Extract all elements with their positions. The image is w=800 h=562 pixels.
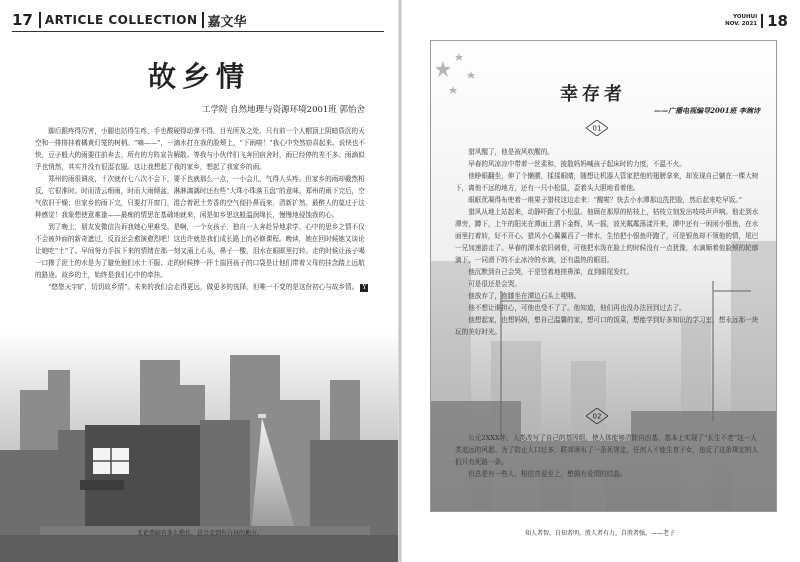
paragraph: 他睁眼翻坐，伸了个懒腰，揉揉眼睛，随想让机器人管家把他的翅膀拿来，却发现自己躺在一棵大树下，离他不远的地方，还有一只小松鼠，歪着头大胆地看着他。 <box>455 172 759 192</box>
article-title: 幸存者 <box>560 84 626 105</box>
paragraph: 到了晚上，朋友发微信告诉我她心里难受。是啊，一个女孩子，独自一人奔赴异地求学，心中的思乡之情不仅不会被外面的新奇遮过，反而还会愈演愈烈吧！这也许就是我们成长路上的必修课程。晚读，她在回时候她又谈论让她吃“土”了。早间努力手拔下来的情绪在那一刻又涌上心头，鼻子一酸，泪水在眼眶里打转。走的时候让孩子喝一口掺了泥土的水是为了避免他们水土不服；走的时候捧一抔土揣回孩子的口袋是让他们带着父母的挂念踏上远航的路途。故乡的土，始终是我们心中的牵挂。 <box>35 223 365 279</box>
article-body <box>35 125 370 293</box>
right-page <box>400 0 800 562</box>
paragraph: 眼眶优凝得布兜着一堆果子猎枝这边走来：“醒啦？快去小水潭那边洗把脸，然后起来吃早饭。” <box>468 196 742 204</box>
page-number: 18 <box>767 12 788 30</box>
article-body <box>455 146 760 338</box>
article-author: 工学院 自然地理与资源环境2001班 郭怡舍 <box>201 105 365 115</box>
article-author: ——广播电视编导2001班 李琬诗 <box>654 106 760 115</box>
header-rule <box>12 31 384 32</box>
left-footer: 无论黑暗有多么绝长，总会走到有白昼的地方。 <box>136 530 263 537</box>
issue-date: NOV. 2021 <box>725 21 758 27</box>
paragraph: 他想起家，也想妈妈，想自己温馨的家，想可口的饭菜，想能学到好多知识的学习室，想永远那一块玩的美好时光。 <box>455 316 759 336</box>
paragraph-text: “悠悠天宇旷，切切故乡情”。未来的我们会走得更远，做更多的选择，但唯一不变的是这份初心与故乡情。 <box>48 283 359 291</box>
section-number: 01 <box>592 124 602 133</box>
section-badge-02 <box>586 408 608 424</box>
right-header <box>725 12 788 30</box>
paragraph: 他不想让谁担心，可他也受不了了。他知道，他们再也没办法回到过去了。 <box>468 304 686 312</box>
left-header <box>12 6 392 34</box>
end-mark-icon: Y <box>360 284 368 292</box>
right-footer: 知人者智，自知者明。胜人者有力，自胜者强。——老子 <box>524 530 675 537</box>
paragraph: 猎风醒了，他是被风吹醒的。 <box>468 148 554 156</box>
header-divider <box>761 14 763 28</box>
paragraph <box>35 281 370 293</box>
paragraph: 他沉默到自己会哭，于是竖着地搓鼻涕，直到眼尾发红。 <box>468 268 634 276</box>
paragraph: 猎风从地上站起来，动静吓跑了小松鼠。他顾在那厚的枯枝上，枯枝立刻发出吱吱声声响。他走到水潭旁，蹲下，上午的阳光在潭面上洒下金辉，风一摇，波光粼粼荡漾开来，潭中还有一闲闲小银鱼，在水面里打着转，好不开心。猎风小心翼翼舀了一捧水，生怕把小银鱼吓跑了，可是银鱼却不领他的情，尾巴一兄加速游走了。早春的潭水依旧刺骨，可他把水泼在脸上的时候没有一点犹豫，水滴顺着他脸颊的轮廓滴下，一同滑下的不止冰冷的水滴，还有温热的眼泪。 <box>455 208 759 264</box>
paragraph: 公元2XXX年，人类改写了自己的基因组，使人体能够清除自由基，基本上实现了“长生不老”这一人类追远的夙愿。为了防止人口过多，联邦颁布了一条死规定，任何人不能生育子女，违反了这条规定的人们只有死路一条。 <box>455 434 759 466</box>
article-title: 故乡情 <box>148 60 251 93</box>
issue-meta <box>725 14 757 28</box>
page-number: 17 <box>12 11 33 29</box>
paragraph: 但总是有一些人，相信真爱至上，想拥有爱情的结晶。 <box>468 470 627 478</box>
paragraph: 可是很还是会哭。 <box>468 280 521 288</box>
section-title: ARTICLE COLLECTION <box>44 13 198 27</box>
brand-name: 嘉文华 <box>207 14 247 30</box>
article-body-continued <box>455 432 760 480</box>
paragraph: 郑州的雨很调皮，十次就有七八次不会下，要下也就那么一点，一小会儿，气得人头疼。但家乡的雨却截然相反，它很准时。时而清云细雨，时而大雨倾盆，淋淋漓漓时还有些“大珠小珠落玉盘”的意味。郑州的雨下完后，空气依旧干燥；但家乡的雨下完，只要打开窗门，混合着泥土芳香的空气便扑鼻而来，清新扩然。最醉人的莫过于这种感觉！我象想使意难逢——最痴的情思在基础地就来，闲是如乡思这般温润绵长，慢慢地侵蚀我的心。 <box>35 175 365 219</box>
header-divider <box>202 12 204 28</box>
section-number: 02 <box>592 412 602 421</box>
paragraph: 早春的风凉凉中带着一丝柔和，披散妈妈喊孩子起床时的力度，不温不火。 <box>468 160 686 168</box>
header-divider <box>39 12 41 28</box>
paragraph: 他放弃了，抱膝坐在潭边石头上哽咽。 <box>468 292 581 300</box>
section-badge-01 <box>586 120 608 136</box>
magazine-name: YOUHUI <box>733 14 758 20</box>
paragraph: 脚后跟疼得厉害，小腿也站得生疼，手也酸硬得动弹不得。目光所及之处，只有前一个人帽顶上阴暗昏沉的天空和一排排挂着橘黄灯笼的树梢。“嘀——”，一滴水打在我的脸颊上，“下雨啦！”我心中突然窃喜起来。说快也不快，豆子般大的雨要往前奔去，所有的方阵宣告解散。等我与小伙伴们飞奔回宿舍时，雨已经停的差不多。雨滴似乎也悄然，其实并没有很湿衣服。这让我想起了我的家乡，想起了我家乡的雨。 <box>35 127 365 171</box>
